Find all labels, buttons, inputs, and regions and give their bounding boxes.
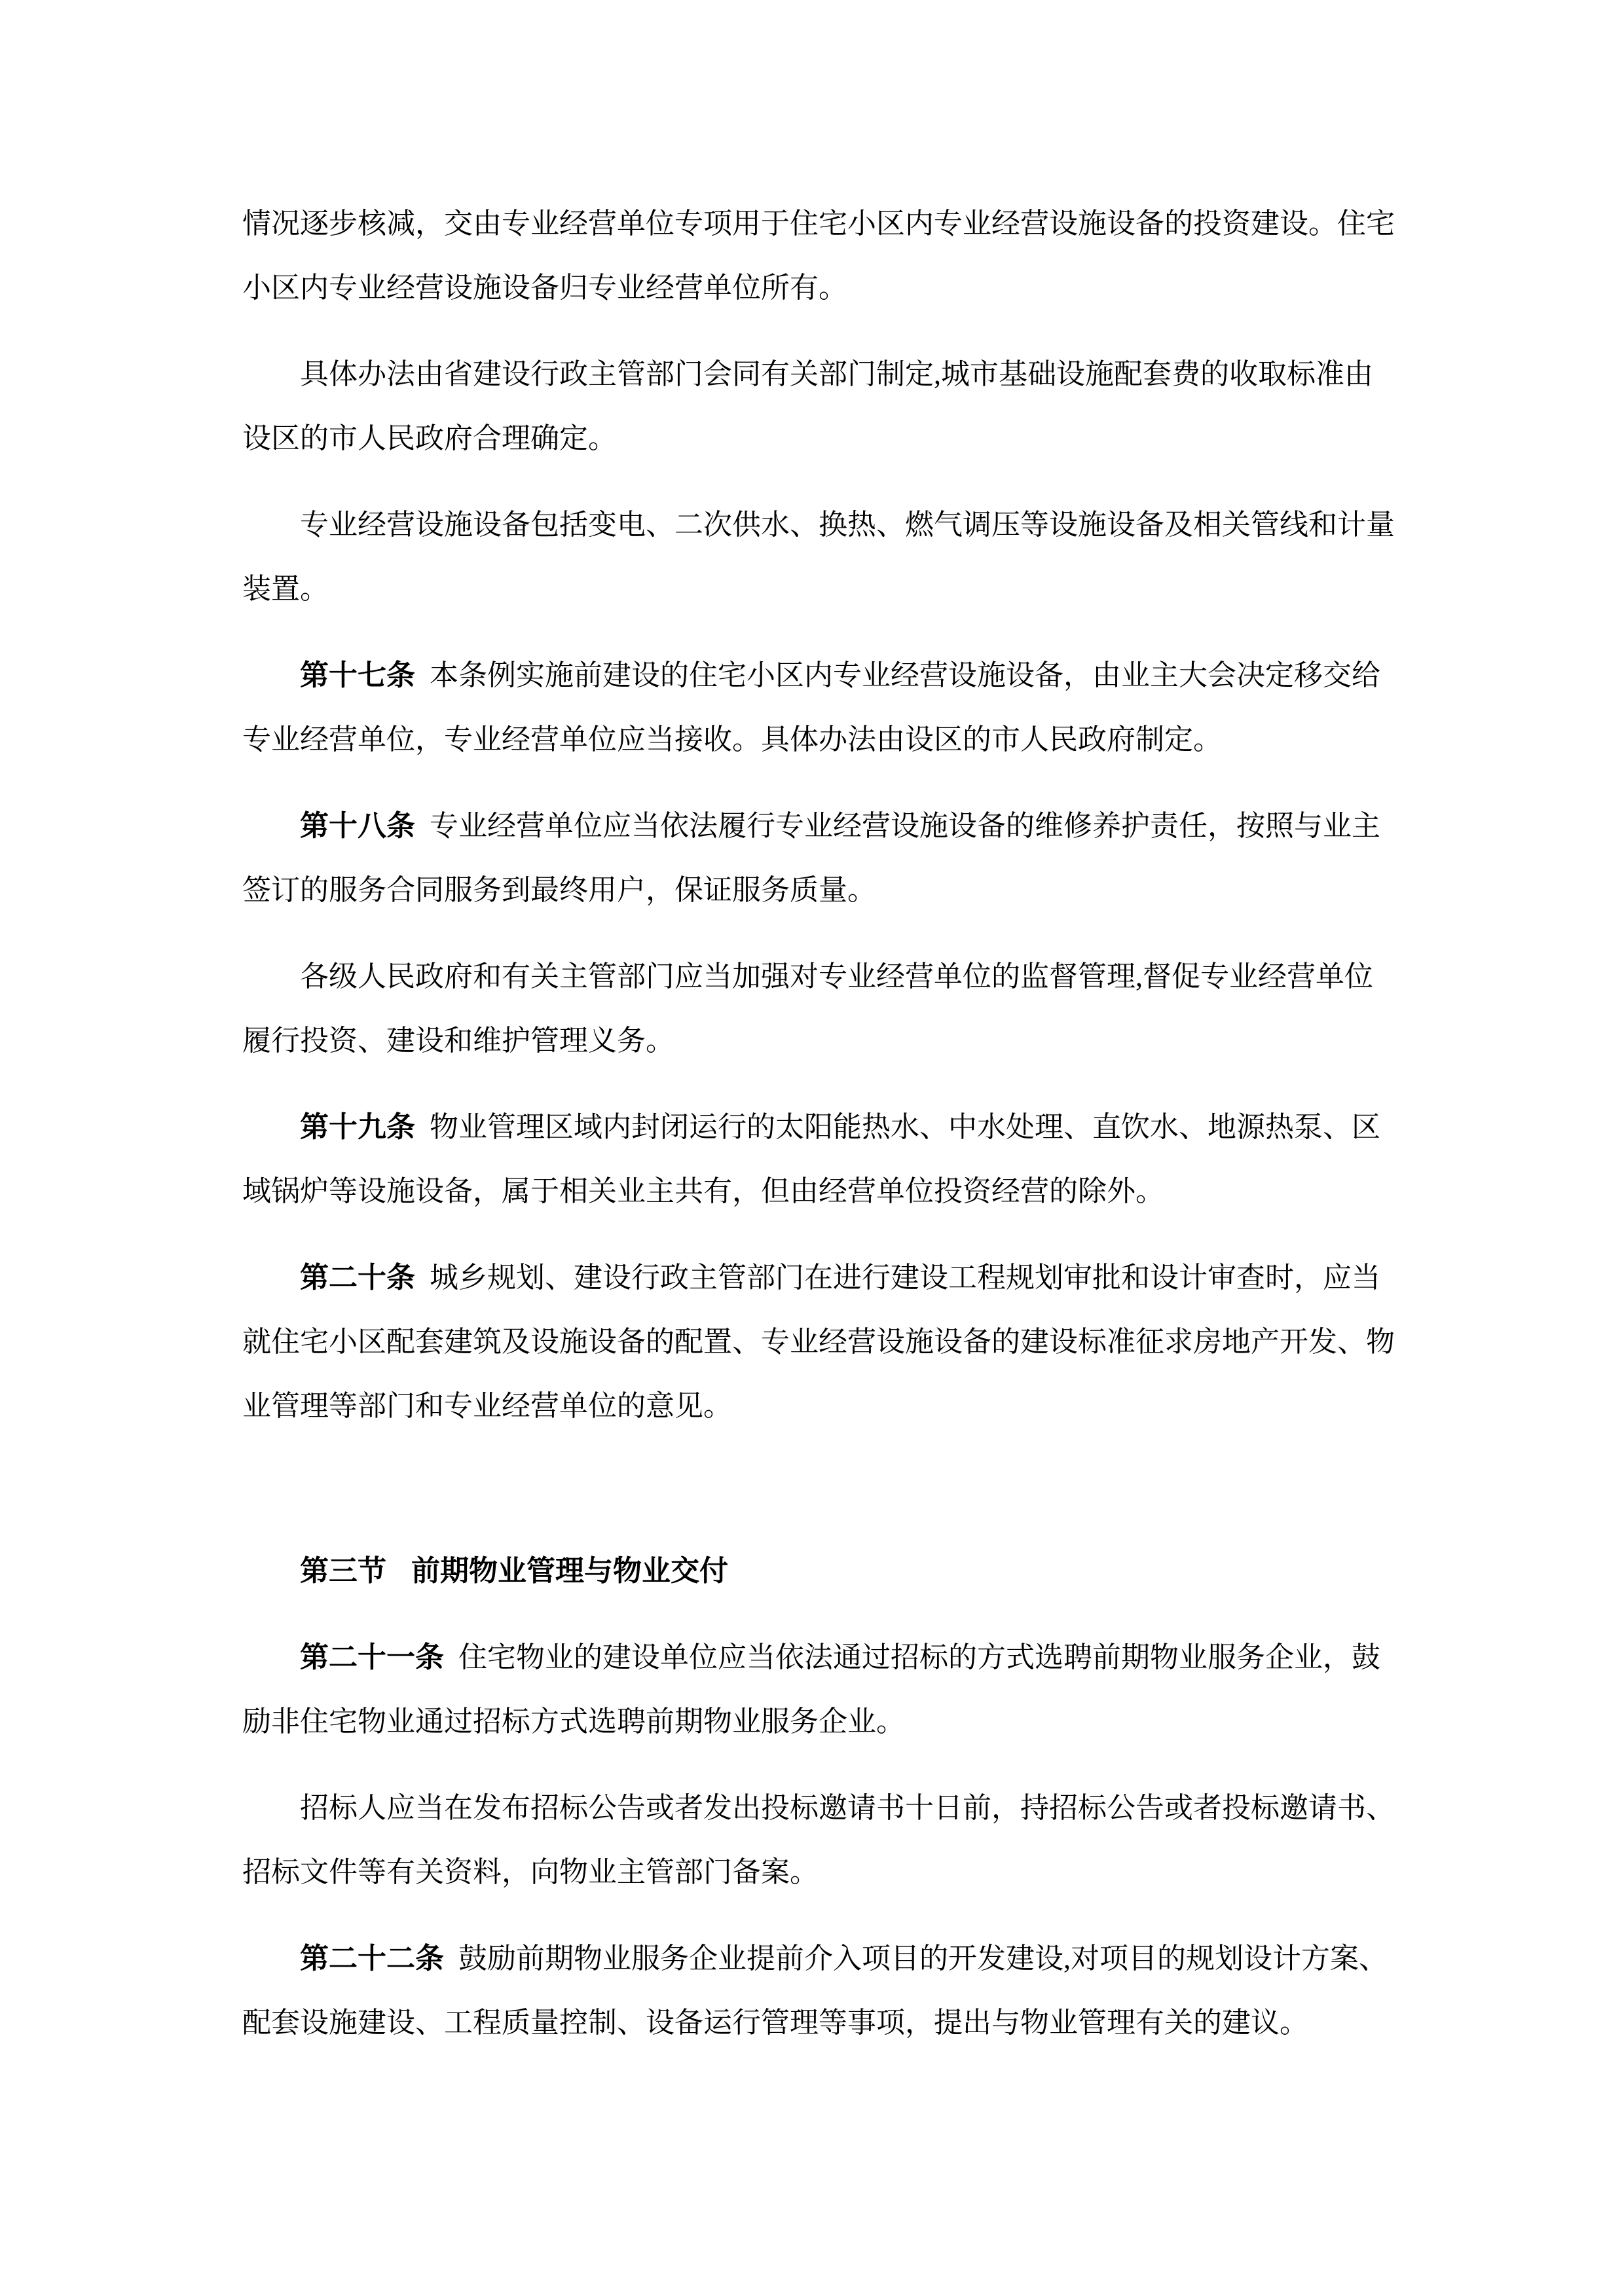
line-text: 物业管理区域内封闭运行的太阳能热水、中水处理、直饮水、地源热泵、区 xyxy=(430,1111,1380,1143)
paragraph xyxy=(242,1246,1421,1438)
paragraph xyxy=(242,945,1421,1073)
line-text: 城乡规划、建设行政主管部门在进行建设工程规划审批和设计审查时，应当 xyxy=(430,1262,1380,1294)
article-number-label: 第二十条 xyxy=(300,1262,415,1294)
text-line xyxy=(242,644,1421,708)
text-line xyxy=(242,1927,1421,1991)
paragraph xyxy=(242,794,1421,922)
article-number-label: 第十七条 xyxy=(300,659,415,691)
paragraph xyxy=(242,1776,1421,1904)
text-line: 就住宅小区配套建筑及设施设备的配置、专业经营设施设备的建设标准征求房地产开发、物 xyxy=(242,1326,1395,1358)
line-text: 本条例实施前建设的住宅小区内专业经营设施设备，由业主大会决定移交给 xyxy=(430,659,1380,691)
text-line: 各级人民政府和有关主管部门应当加强对专业经营单位的监督管理,督促专业经营单位 xyxy=(300,960,1373,993)
text-line: 专业经营单位，专业经营单位应当接收。具体办法由设区的市人民政府制定。 xyxy=(242,723,1222,756)
article-number-label: 第二十一条 xyxy=(300,1641,444,1673)
text-line: 招标文件等有关资料，向物业主管部门备案。 xyxy=(242,1856,819,1888)
text-line xyxy=(242,794,1421,858)
line-text: 专业经营单位应当依法履行专业经营设施设备的维修养护责任，按照与业主 xyxy=(430,810,1380,842)
text-line: 域锅炉等设施设备，属于相关业主共有，但由经营单位投资经营的除外。 xyxy=(242,1175,1164,1207)
text-line: 装置。 xyxy=(242,573,329,605)
text-line: 设区的市人民政府合理确定。 xyxy=(242,422,617,454)
paragraph xyxy=(242,493,1421,621)
text-line: 情况逐步核减，交由专业经营单位专项用于住宅小区内专业经营设施设备的投资建设。住宅 xyxy=(242,208,1395,240)
line-text: 前期物业管理与物业交付 xyxy=(411,1555,728,1587)
document-content xyxy=(242,192,1421,2055)
line-text: 住宅物业的建设单位应当依法通过招标的方式选聘前期物业服务企业，鼓 xyxy=(458,1641,1380,1673)
paragraph xyxy=(242,1626,1421,1754)
text-line xyxy=(242,1539,1421,1603)
text-line xyxy=(242,1626,1421,1690)
text-line xyxy=(242,1246,1421,1310)
paragraph xyxy=(242,192,1421,320)
line-text: 鼓励前期物业服务企业提前介入项目的开发建设,对项目的规划设计方案、 xyxy=(458,1942,1388,1975)
text-line: 履行投资、建设和维护管理义务。 xyxy=(242,1025,674,1057)
text-line: 专业经营设施设备包括变电、二次供水、换热、燃气调压等设施设备及相关管线和计量 xyxy=(300,509,1395,541)
article-number-label: 第十八条 xyxy=(300,810,415,842)
text-line: 配套设施建设、工程质量控制、设备运行管理等事项，提出与物业管理有关的建议。 xyxy=(242,2007,1308,2039)
text-line: 励非住宅物业通过招标方式选聘前期物业服务企业。 xyxy=(242,1705,905,1738)
text-line: 小区内专业经营设施设备归专业经营单位所有。 xyxy=(242,272,847,304)
text-line xyxy=(242,1095,1421,1159)
text-line: 具体办法由省建设行政主管部门会同有关部门制定,城市基础设施配套费的收取标准由 xyxy=(300,358,1373,390)
text-line: 招标人应当在发布招标公告或者发出投标邀请书十日前，持招标公告或者投标邀请书、 xyxy=(300,1792,1395,1824)
paragraph xyxy=(242,342,1421,471)
text-line: 业管理等部门和专业经营单位的意见。 xyxy=(242,1390,732,1422)
article-number-label: 第十九条 xyxy=(300,1111,415,1143)
article-number-label: 第二十二条 xyxy=(300,1942,444,1975)
section-number-label: 第三节 xyxy=(300,1555,386,1587)
section-heading xyxy=(242,1539,1421,1603)
text-line: 签订的服务合同服务到最终用户，保证服务质量。 xyxy=(242,874,876,906)
paragraph xyxy=(242,1927,1421,2055)
paragraph xyxy=(242,644,1421,772)
paragraph xyxy=(242,1095,1421,1224)
